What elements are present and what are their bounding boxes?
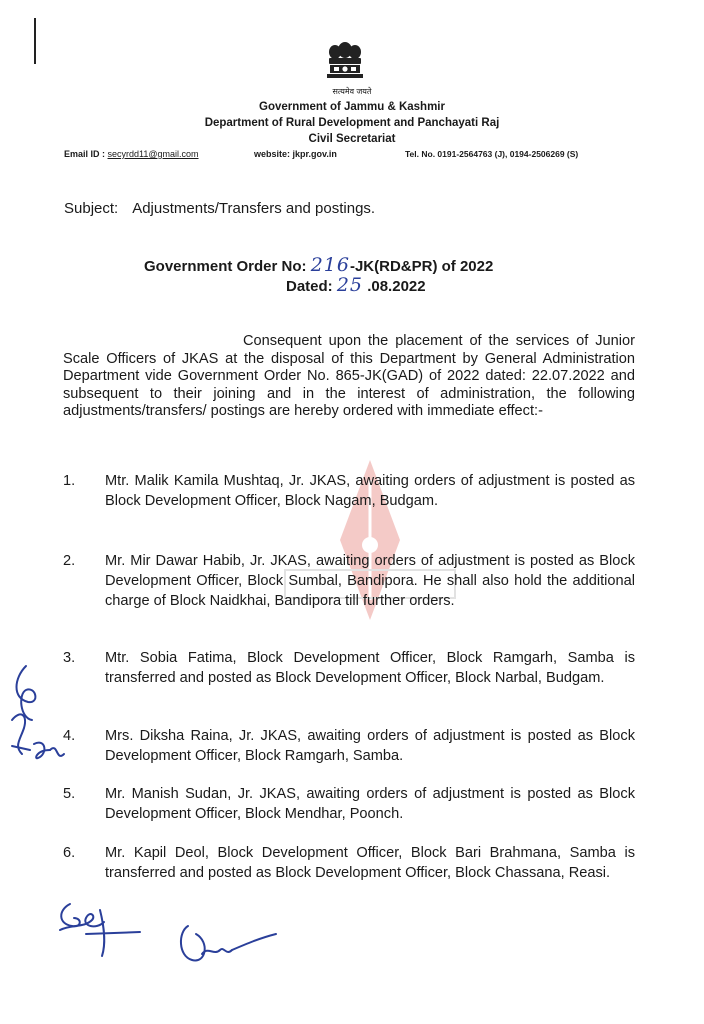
signature-icon	[176, 920, 280, 968]
order-date-line	[286, 274, 426, 296]
secretariat-name: Civil Secretariat	[308, 133, 396, 145]
item-text: Mtr. Malik Kamila Mushtaq, Jr. JKAS, awaiting orders of adjustment is posted as Block Development Officer, Block Nagam, Budgam.	[105, 473, 635, 509]
item-text: Mr. Manish Sudan, Jr. JKAS, awaiting orders of adjustment is posted as Block Development Officer, Block Mendhar, Poonch.	[105, 786, 635, 822]
order-number-line	[144, 254, 493, 276]
item-number: 3.	[63, 650, 76, 666]
list-item	[63, 784, 635, 824]
item-text: Mr. Mir Dawar Habib, Jr. JKAS, awaiting orders of adjustment is posted as Block Development Officer, Block Sumbal, Bandipora. He shall also hold the additional charge of Block Naidkhai, Bandipora till further orders.	[105, 553, 635, 609]
item-number: 5.	[63, 786, 76, 802]
item-text: Mtr. Sobia Fatima, Block Development Officer, Block Ramgarh, Samba is transferred and posted as Block Development Officer, Block Narbal, Budgam.	[105, 650, 635, 686]
item-number: 1.	[63, 473, 76, 489]
subject-label: Subject:	[64, 200, 119, 217]
government-name: Government of Jammu & Kashmir	[259, 101, 445, 113]
website-line: website: jkpr.gov.in	[254, 149, 337, 159]
order-no-handwritten: 216	[310, 254, 350, 276]
list-item	[63, 471, 635, 531]
national-emblem-icon	[320, 38, 370, 84]
order-no-suffix: -JK(RD&PR) of 2022	[349, 258, 494, 275]
intro-paragraph	[63, 333, 635, 421]
subject-line	[64, 200, 375, 217]
item-text: Mrs. Diksha Raina, Jr. JKAS, awaiting orders of adjustment is posted as Block Development Officer, Block Ramgarh, Samba.	[105, 728, 635, 764]
list-item	[63, 648, 635, 708]
list-item	[63, 726, 635, 766]
item-number: 4.	[63, 728, 76, 744]
emblem-motto: सत्यमेव जयते	[332, 87, 372, 96]
email-link[interactable]: secyrdd11@gmail.com	[107, 149, 199, 159]
department-name: Department of Rural Development and Panchayati Raj	[204, 117, 500, 129]
item-text: Mr. Kapil Deol, Block Development Officer, Block Bari Brahmana, Samba is transferred and posted as Block Development Officer, Block Chassana, Reasi.	[105, 845, 635, 881]
order-date-handwritten: 25	[336, 274, 364, 296]
item-number: 2.	[63, 553, 76, 569]
signature-icon	[52, 896, 144, 962]
intro-text: Consequent upon the placement of the services of Junior Scale Officers of JKAS at the disposal of this Department by General Administration Department vide Government Order No. 865-JK(GAD) of 2022 dated: 22.07.2022 and subsequent to their joining and in the interest of administration, the following adjustments/transfers/ postings are hereby ordered with immediate effect:-	[63, 333, 635, 419]
list-item	[63, 843, 635, 903]
phone-line: Tel. No. 0191-2564763 (J), 0194-2506269 (S)	[405, 149, 579, 159]
order-date-label: Dated:	[286, 278, 333, 295]
order-no-label: Government Order No:	[144, 258, 307, 275]
email-label: Email ID :	[64, 149, 108, 159]
email-line	[64, 149, 199, 159]
order-date-suffix: .08.2022	[367, 278, 426, 295]
subject-text: Adjustments/Transfers and postings.	[132, 200, 376, 217]
item-number: 6.	[63, 845, 76, 861]
list-item	[63, 551, 635, 631]
margin-initials-icon	[6, 658, 68, 770]
margin-mark	[34, 18, 36, 64]
